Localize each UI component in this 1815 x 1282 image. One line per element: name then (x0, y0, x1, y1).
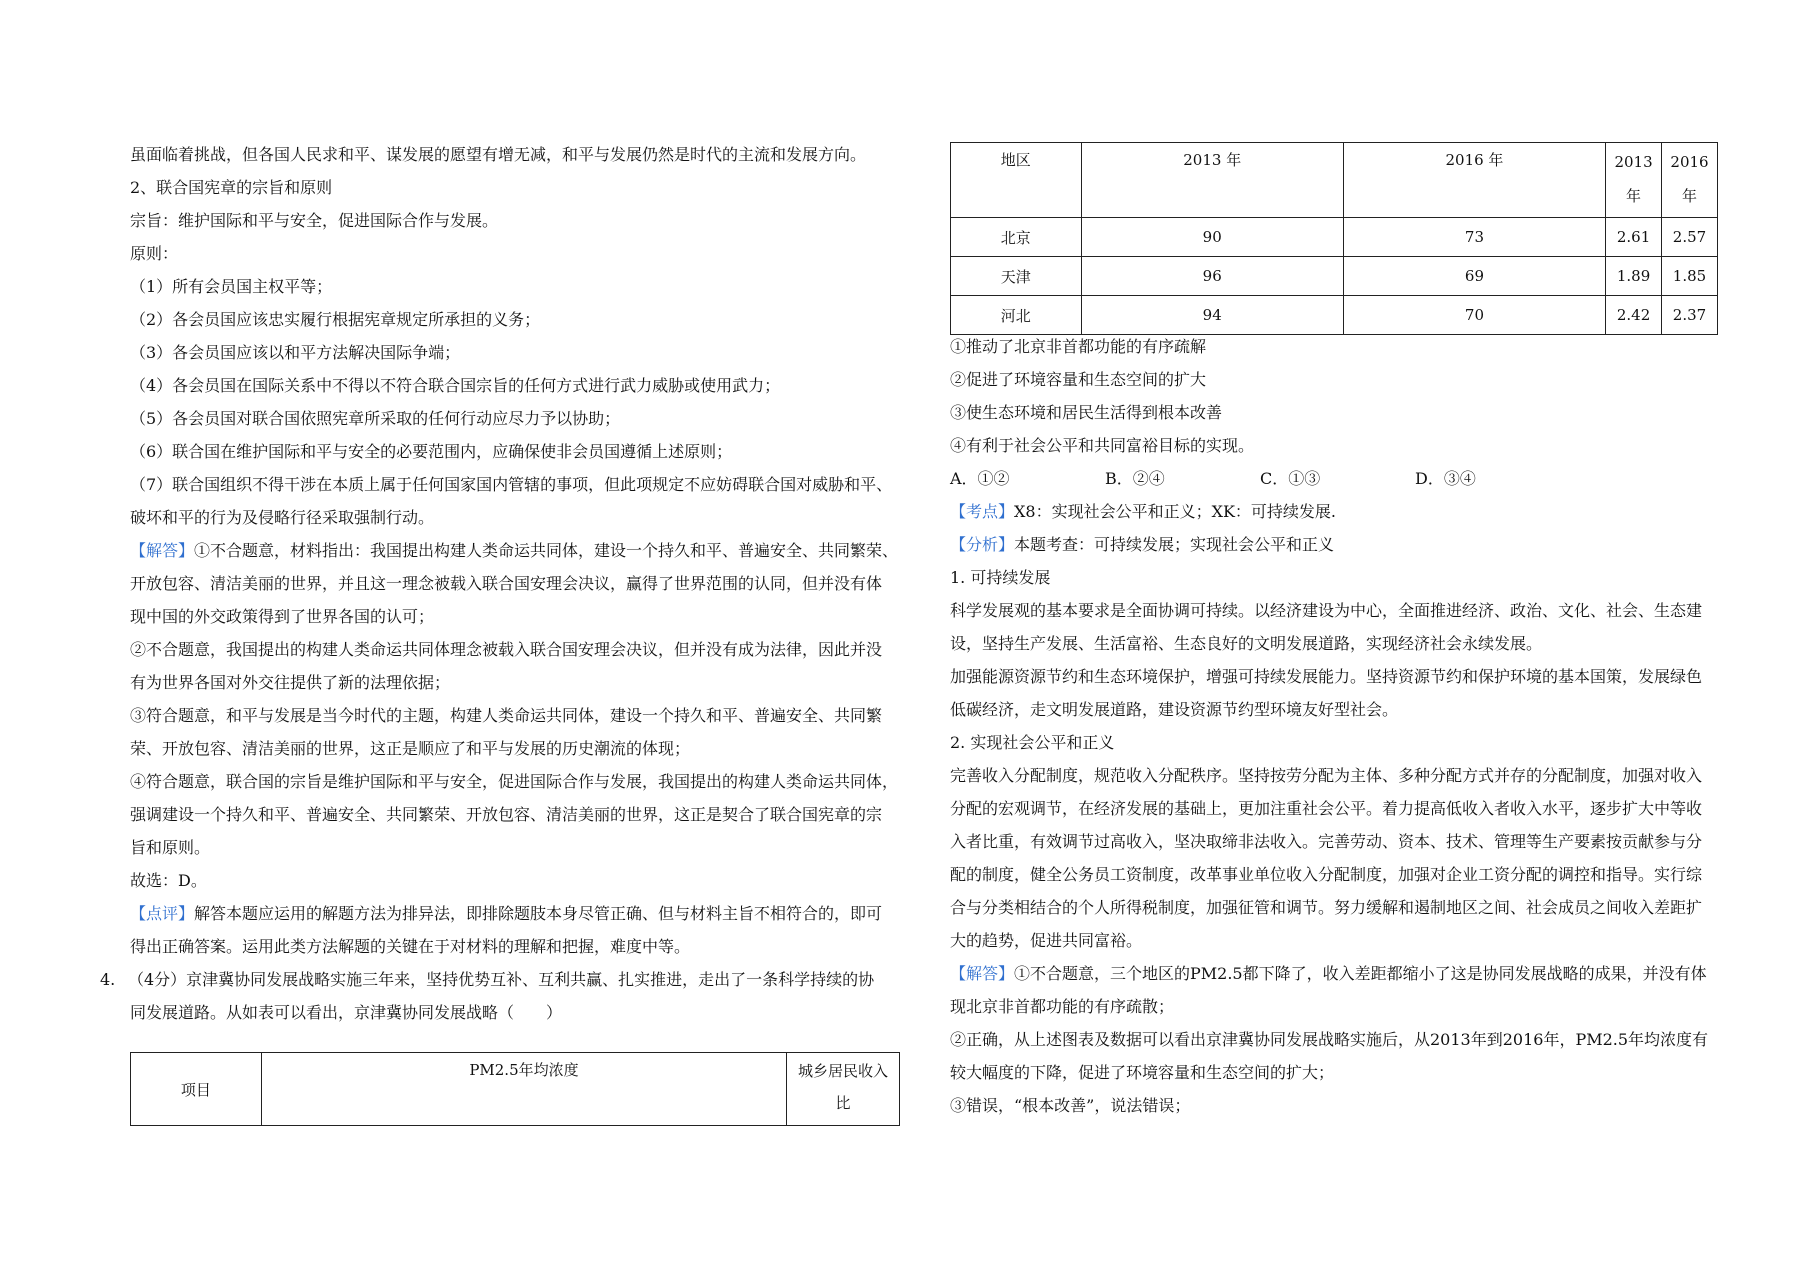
text-line: 配的制度，健全公务员工资制度，改革事业单位收入分配制度，加强对企业工资分配的调控和指导。实行综 (950, 865, 1703, 884)
question-number: 4. (100, 970, 116, 989)
text-line: 大的趋势，促进共同富裕。 (950, 931, 1143, 950)
fenxi-line: 【分析】本题考查：可持续发展；实现社会公平和正义 (950, 535, 1335, 554)
comment-tag: 【点评】 (130, 904, 195, 923)
text-line: 1. 可持续发展 (950, 568, 1051, 587)
table-cell: 2.37 (1662, 296, 1718, 335)
answer-line: 旨和原则。 (130, 838, 211, 857)
answer-line: 现北京非首都功能的有序疏散； (950, 997, 1175, 1016)
answer-line: ④符合题意，联合国的宗旨是维护国际和平与安全，促进国际合作与发展，我国提出的构建人类命运共同体， (130, 772, 899, 791)
text-line: （3）各会员国应该以和平方法解决国际争端； (130, 343, 461, 362)
table-header-cell: 2016 年 (1343, 143, 1605, 218)
comment-line: 得出正确答案。运用此类方法解题的关键在于对材料的理解和把握，难度中等。 (130, 937, 691, 956)
text-line: （6）联合国在维护国际和平与安全的必要范围内，应确保使非会员国遵循上述原则； (130, 442, 733, 461)
table-row (951, 296, 1718, 335)
table-cell: 1.85 (1662, 257, 1718, 296)
text-line: （1）所有会员国主权平等； (130, 277, 333, 296)
answer-line: ③错误，“根本改善”，说法错误； (950, 1096, 1191, 1115)
text-line: （5）各会员国对联合国依照宪章所采取的任何行动应尽力予以协助； (130, 409, 621, 428)
text-line: 2. 实现社会公平和正义 (950, 733, 1115, 752)
table-cell: 73 (1343, 218, 1605, 257)
table-cell: 河北 (951, 296, 1082, 335)
answer-line: 故选：D。 (130, 871, 207, 890)
table-cell: 90 (1081, 218, 1343, 257)
option-c: C．①③ (1260, 469, 1321, 488)
text-line: 低碳经济，走文明发展道路，建设资源节约型环境友好型社会。 (950, 700, 1399, 719)
answer-tag: 【解答】 (130, 541, 195, 560)
kaodian-line: 【考点】X8：实现社会公平和正义；XK：可持续发展. (950, 502, 1337, 521)
table-cell: 94 (1081, 296, 1343, 335)
text-line: （7）联合国组织不得干涉在本质上属于任何国家国内管辖的事项，但此项规定不应妨碍联合国对威胁和平、 (130, 475, 893, 494)
text-line: 科学发展观的基本要求是全面协调可持续。以经济建设为中心，全面推进经济、政治、文化、社会、生态建 (950, 601, 1703, 620)
table-cell: 项目 (131, 1053, 262, 1126)
table-cell: 2.61 (1606, 218, 1662, 257)
text-line: 虽面临着挑战，但各国人民求和平、谋发展的愿望有增无减，和平与发展仍然是时代的主流和发展方向。 (130, 145, 867, 164)
table-cell: PM2.5年均浓度 (261, 1053, 786, 1126)
question-line: 同发展道路。从如表可以看出，京津冀协同发展战略（ ） (130, 1003, 563, 1022)
table-cell: 城乡居民收入 比 (787, 1053, 900, 1126)
choice-item: ②促进了环境容量和生态空间的扩大 (950, 370, 1207, 389)
text-line: 设，坚持生产发展、生活富裕、生态良好的文明发展道路，实现经济社会永续发展。 (950, 634, 1543, 653)
option-a: A．①② (950, 469, 1010, 488)
answer-line: 开放包容、清洁美丽的世界，并且这一理念被载入联合国安理会决议，赢得了世界范围的认同，但并没有体 (130, 574, 883, 593)
table-header-cell: 2016 年 (1662, 143, 1718, 218)
table-cell: 1.89 (1606, 257, 1662, 296)
option-d: D．③④ (1415, 469, 1476, 488)
table-cell: 2.57 (1662, 218, 1718, 257)
text-line: 合与分类相结合的个人所得税制度，加强征管和调节。努力缓解和遏制地区之间、社会成员之间收入差距扩 (950, 898, 1703, 917)
answer-line: ②不合题意，我国提出的构建人类命运共同体理念被载入联合国安理会决议，但并没有成为法律，因此并没 (130, 640, 883, 659)
table-cell: 北京 (951, 218, 1082, 257)
answer-tag: 【解答】 (950, 964, 1015, 983)
text-line: 原则： (130, 244, 179, 263)
text-line: 分配的宏观调节，在经济发展的基础上，更加注重社会公平。着力提高低收入者收入水平，逐步扩大中等收 (950, 799, 1703, 818)
choice-item: ①推动了北京非首都功能的有序疏解 (950, 337, 1207, 356)
table-cell: 2.42 (1606, 296, 1662, 335)
text-line: 加强能源资源节约和生态环境保护，增强可持续发展能力。坚持资源节约和保护环境的基本国策，发展绿色 (950, 667, 1703, 686)
table-cell: 69 (1343, 257, 1605, 296)
text-line: （2）各会员国应该忠实履行根据宪章规定所承担的义务； (130, 310, 541, 329)
comment-line: 【点评】解答本题应运用的解题方法为排异法，即排除题肢本身尽管正确、但与材料主旨不相符合的，即可 (130, 904, 883, 923)
answer-line: ③符合题意，和平与发展是当今时代的主题，构建人类命运共同体，建设一个持久和平、普遍安全、共同繁 (130, 706, 883, 725)
table-header-cell: 地区 (951, 143, 1082, 218)
text-line: 2、联合国宪章的宗旨和原则 (130, 178, 333, 197)
text-line: 破坏和平的行为及侵略行径采取强制行动。 (130, 508, 435, 527)
right-column (950, 330, 1720, 1122)
pm25-table-head (130, 1052, 900, 1126)
answer-line: ②正确，从上述图表及数据可以看出京津冀协同发展战略实施后，从2013年到2016年，PM2.5年均浓度有 (950, 1030, 1709, 1049)
fenxi-tag: 【分析】 (950, 535, 1015, 554)
choice-item: ③使生态环境和居民生活得到根本改善 (950, 403, 1223, 422)
text-line: 入者比重，有效调节过高收入，坚决取缔非法收入。完善劳动、资本、技术、管理等生产要素按贡献参与分 (950, 832, 1703, 851)
answer-line: 现中国的外交政策得到了世界各国的认可； (130, 607, 435, 626)
pm25-table (950, 142, 1718, 335)
kaodian-tag: 【考点】 (950, 502, 1015, 521)
left-column (100, 138, 900, 1029)
answer-options (950, 462, 1720, 495)
answer-line: 【解答】①不合题意，三个地区的PM2.5都下降了，收入差距都缩小了这是协同发展战略的成果，并没有体 (950, 964, 1707, 983)
option-b: B．②④ (1105, 469, 1165, 488)
answer-line: 【解答】①不合题意，材料指出：我国提出构建人类命运共同体，建设一个持久和平、普遍安全、共同繁荣、 (130, 541, 899, 560)
answer-line: 有为世界各国对外交往提供了新的法理依据； (130, 673, 451, 692)
table-header-cell: 2013 年 (1606, 143, 1662, 218)
question-4: 4. （4分）京津冀协同发展战略实施三年来，坚持优势互补、互利共赢、扎实推进，走出了一条科学持续的协 (130, 963, 900, 996)
answer-line: 强调建设一个持久和平、普遍安全、共同繁荣、开放包容、清洁美丽的世界，这正是契合了联合国宪章的宗 (130, 805, 883, 824)
table-cell: 天津 (951, 257, 1082, 296)
table-cell: 96 (1081, 257, 1343, 296)
text-line: 完善收入分配制度，规范收入分配秩序。坚持按劳分配为主体、多种分配方式并存的分配制度，加强对收入 (950, 766, 1703, 785)
table-header-cell: 2013 年 (1081, 143, 1343, 218)
table-row (951, 218, 1718, 257)
table-cell: 70 (1343, 296, 1605, 335)
answer-line: 较大幅度的下降，促进了环境容量和生态空间的扩大； (950, 1063, 1335, 1082)
answer-line: 荣、开放包容、清洁美丽的世界，这正是顺应了和平与发展的历史潮流的体现； (130, 739, 691, 758)
table-row (951, 257, 1718, 296)
text-line: （4）各会员国在国际关系中不得以不符合联合国宗旨的任何方式进行武力威胁或使用武力； (130, 376, 781, 395)
text-line: 宗旨：维护国际和平与安全，促进国际合作与发展。 (130, 211, 499, 230)
choice-item: ④有利于社会公平和共同富裕目标的实现。 (950, 436, 1255, 455)
